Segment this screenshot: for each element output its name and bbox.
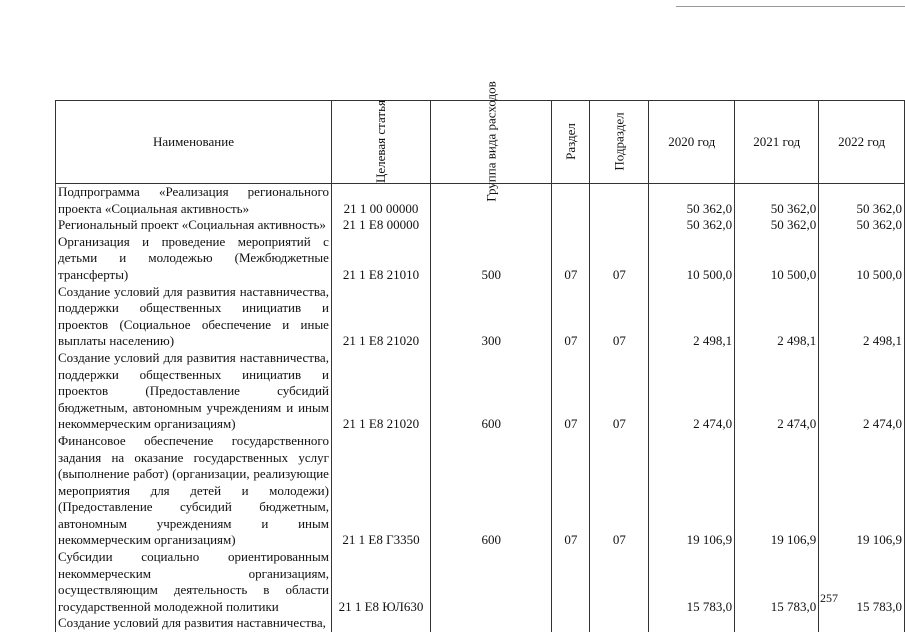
row-target-code: 21 1 00 00000: [331, 184, 430, 218]
row-value-2020: 19 106,9: [649, 433, 735, 549]
row-target-code: 21 1 Е8 21010: [331, 234, 430, 284]
row-value-2022: 19 106,9: [819, 433, 905, 549]
row-value-2022: 2 474,0: [819, 350, 905, 433]
row-value-2022: 50 362,0: [819, 184, 905, 218]
table-row: [56, 549, 905, 615]
row-name: Организация и проведение мероприятий с детьми и молодежью (Межбюджетные трансферты): [56, 234, 332, 284]
row-section: [552, 217, 590, 234]
row-section: [552, 615, 590, 632]
row-value-2020: 50 362,0: [649, 184, 735, 218]
row-name: Создание условий для развития наставничества, поддержки общественных инициатив и проектов (Предоставление субсидий бюджетным, автономным учреждениям и иным некоммерческим организациям): [56, 350, 332, 433]
row-target-code: 21 1 Е8 21020: [331, 284, 430, 350]
row-value-2021: 2 498,1: [735, 284, 819, 350]
row-subsection: 07: [590, 284, 649, 350]
col-header-group: Группа вида расходов: [431, 101, 552, 184]
col-header-2021: 2021 год: [735, 101, 819, 184]
row-target-code: [331, 615, 430, 632]
row-name: Региональный проект «Социальная активность»: [56, 217, 332, 234]
budget-table: [55, 80, 905, 632]
col-header-2020: 2020 год: [649, 101, 735, 184]
row-value-2020: 10 500,0: [649, 234, 735, 284]
table-row: [56, 184, 905, 218]
col-header-subsection: Подраздел: [590, 101, 649, 184]
row-value-2021: 10 500,0: [735, 234, 819, 284]
row-group: 500: [431, 234, 552, 284]
row-value-2021: 50 362,0: [735, 184, 819, 218]
row-group: [431, 615, 552, 632]
col-header-2022: 2022 год: [819, 101, 905, 184]
row-value-2022: 50 362,0: [819, 217, 905, 234]
row-target-code: 21 1 Е8 21020: [331, 350, 430, 433]
row-target-code: 21 1 Е8 ЮЛ630: [331, 549, 430, 615]
row-value-2021: 2 474,0: [735, 350, 819, 433]
row-subsection: [590, 184, 649, 218]
row-value-2022: [819, 615, 905, 632]
row-section: 07: [552, 234, 590, 284]
row-value-2022: 15 783,0: [819, 549, 905, 615]
col-header-target: Целевая статья: [331, 101, 430, 184]
table-row: [56, 350, 905, 433]
row-group: [431, 549, 552, 615]
page-number: 257: [820, 591, 838, 605]
row-section: 07: [552, 350, 590, 433]
row-section: 07: [552, 433, 590, 549]
row-section: [552, 184, 590, 218]
row-value-2020: 2 474,0: [649, 350, 735, 433]
row-value-2022: 2 498,1: [819, 284, 905, 350]
row-subsection: [590, 217, 649, 234]
row-value-2020: 15 783,0: [649, 549, 735, 615]
row-name: Подпрограмма «Реализация регионального проекта «Социальная активность»: [56, 184, 332, 218]
row-value-2021: 15 783,0: [735, 549, 819, 615]
row-group: 600: [431, 433, 552, 549]
table-header-row: [56, 101, 905, 184]
top-rule: [676, 6, 905, 7]
row-group: 300: [431, 284, 552, 350]
row-name: Финансовое обеспечение государственного задания на оказание государственных услуг (выполнение работ) (организации, реализующие мероприятия для детей и молодежи) (Предоставление субсидий бюджетным, автономным учреждениям и иным некоммерческим организациям): [56, 433, 332, 549]
row-subsection: [590, 549, 649, 615]
table-row: [56, 234, 905, 284]
col-header-name: Наименование: [56, 101, 332, 184]
row-section: [552, 549, 590, 615]
row-group: 600: [431, 350, 552, 433]
row-subsection: 07: [590, 350, 649, 433]
row-subsection: 07: [590, 433, 649, 549]
row-subsection: [590, 615, 649, 632]
row-name: Создание условий для развития наставничества, поддержки общественных инициатив и проектов (Социальное обеспечение и иные выплаты населению): [56, 284, 332, 350]
row-value-2021: [735, 615, 819, 632]
table-row: [56, 433, 905, 549]
table-body: [56, 184, 905, 633]
row-value-2020: 50 362,0: [649, 217, 735, 234]
row-name: Субсидии социально ориентированным некоммерческим организациям, осуществляющим деятельность в области государственной молодежной политики: [56, 549, 332, 615]
row-group: [431, 217, 552, 234]
row-value-2021: 19 106,9: [735, 433, 819, 549]
row-value-2020: [649, 615, 735, 632]
row-target-code: 21 1 Е8 00000: [331, 217, 430, 234]
col-header-section: Раздел: [552, 101, 590, 184]
row-value-2020: 2 498,1: [649, 284, 735, 350]
row-target-code: 21 1 Е8 Г3350: [331, 433, 430, 549]
row-name: Создание условий для развития наставничества,: [56, 615, 332, 632]
table-row: [56, 217, 905, 234]
table-row: [56, 615, 905, 632]
table-row: [56, 284, 905, 350]
row-section: 07: [552, 284, 590, 350]
row-value-2022: 10 500,0: [819, 234, 905, 284]
row-subsection: 07: [590, 234, 649, 284]
row-value-2021: 50 362,0: [735, 217, 819, 234]
